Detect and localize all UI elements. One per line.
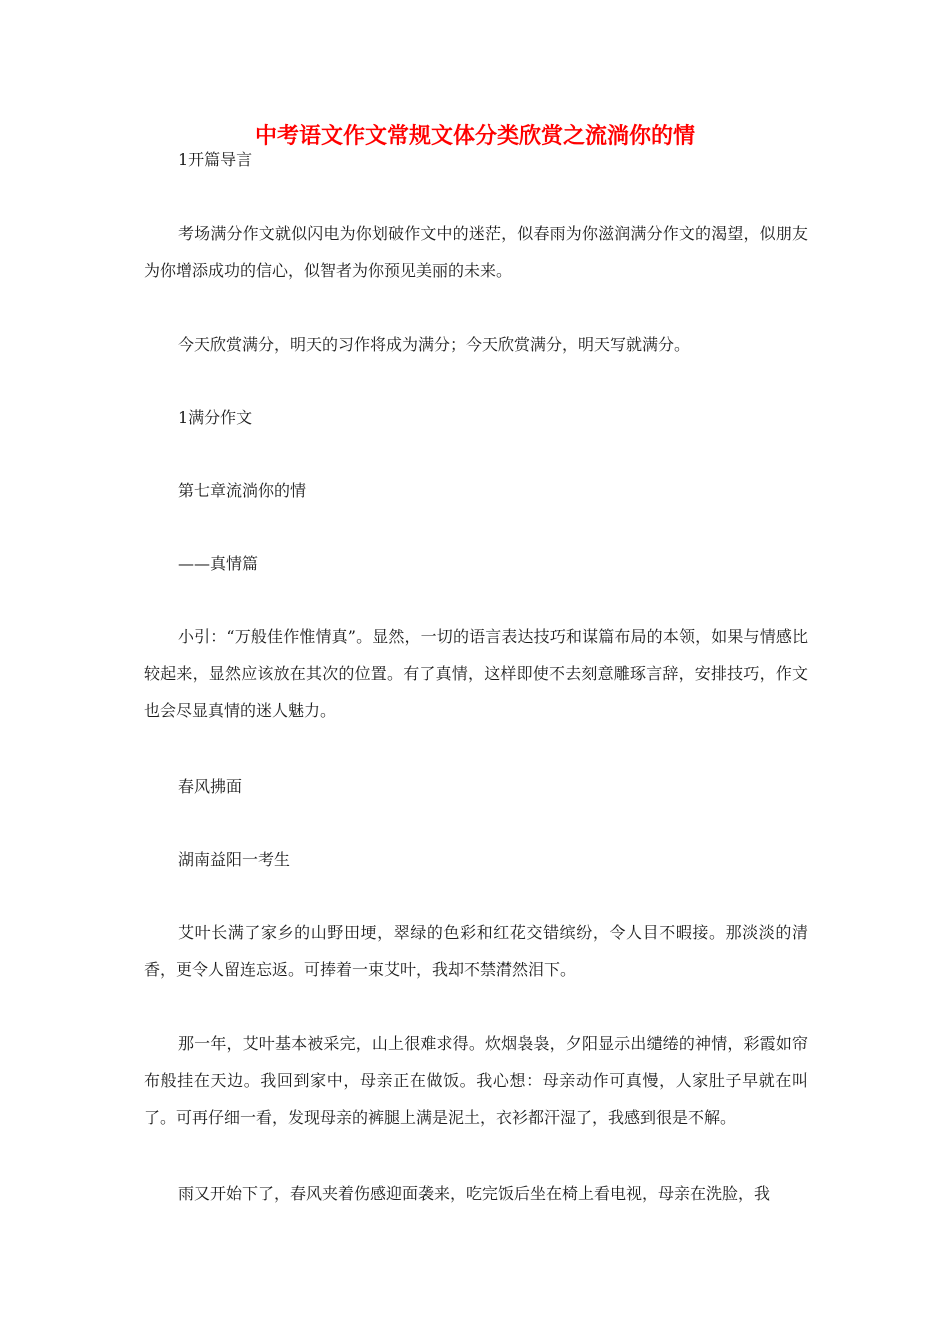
essay-title: 春风拂面 — [178, 777, 243, 796]
body-paragraph: 考场满分作文就似闪电为你划破作文中的迷茫，似春雨为你滋润满分作文的渴望，似朋友为你增添成功的信心，似智者为你预见美丽的未来。 — [144, 224, 808, 280]
section-heading-intro: 1开篇导言 — [178, 150, 253, 169]
body-paragraph: 那一年，艾叶基本被采完，山上很难求得。炊烟袅袅，夕阳显示出缱绻的神情，彩霞如帘布般挂在天边。我回到家中，母亲正在做饭。我心想：母亲动作可真慢，人家肚子早就在叫了。可再仔细一看，发现母亲的裤腿上满是泥土，衣衫都汗湿了，我感到很是不解。 — [144, 1034, 808, 1127]
chapter-subtitle: ——真情篇 — [178, 554, 259, 573]
chapter-heading: 第七章流淌你的情 — [178, 481, 307, 500]
essay-author: 湖南益阳一考生 — [178, 850, 291, 869]
intro-paragraph: 小引：“万般佳作惟情真”。显然，一切的语言表达技巧和谋篇布局的本领，如果与情感比较起来，显然应该放在其次的位置。有了真情，这样即使不去刻意雕琢言辞，安排技巧，作文也会尽显真情的迷人魅力。 — [144, 627, 808, 720]
body-paragraph: 今天欣赏满分，明天的习作将成为满分；今天欣赏满分，明天写就满分。 — [178, 335, 691, 354]
body-paragraph: 雨又开始下了，春风夹着伤感迎面袭来，吃完饭后坐在椅上看电视，母亲在洗脸，我 — [178, 1184, 771, 1203]
body-paragraph: 艾叶长满了家乡的山野田埂，翠绿的色彩和红花交错缤纷，令人目不暇接。那淡淡的清香，更令人留连忘返。可捧着一束艾叶，我却不禁潸然泪下。 — [144, 923, 808, 979]
document-title: 中考语文作文常规文体分类欣赏之流淌你的情 — [254, 123, 695, 149]
section-heading-essay: 1满分作文 — [178, 408, 253, 427]
